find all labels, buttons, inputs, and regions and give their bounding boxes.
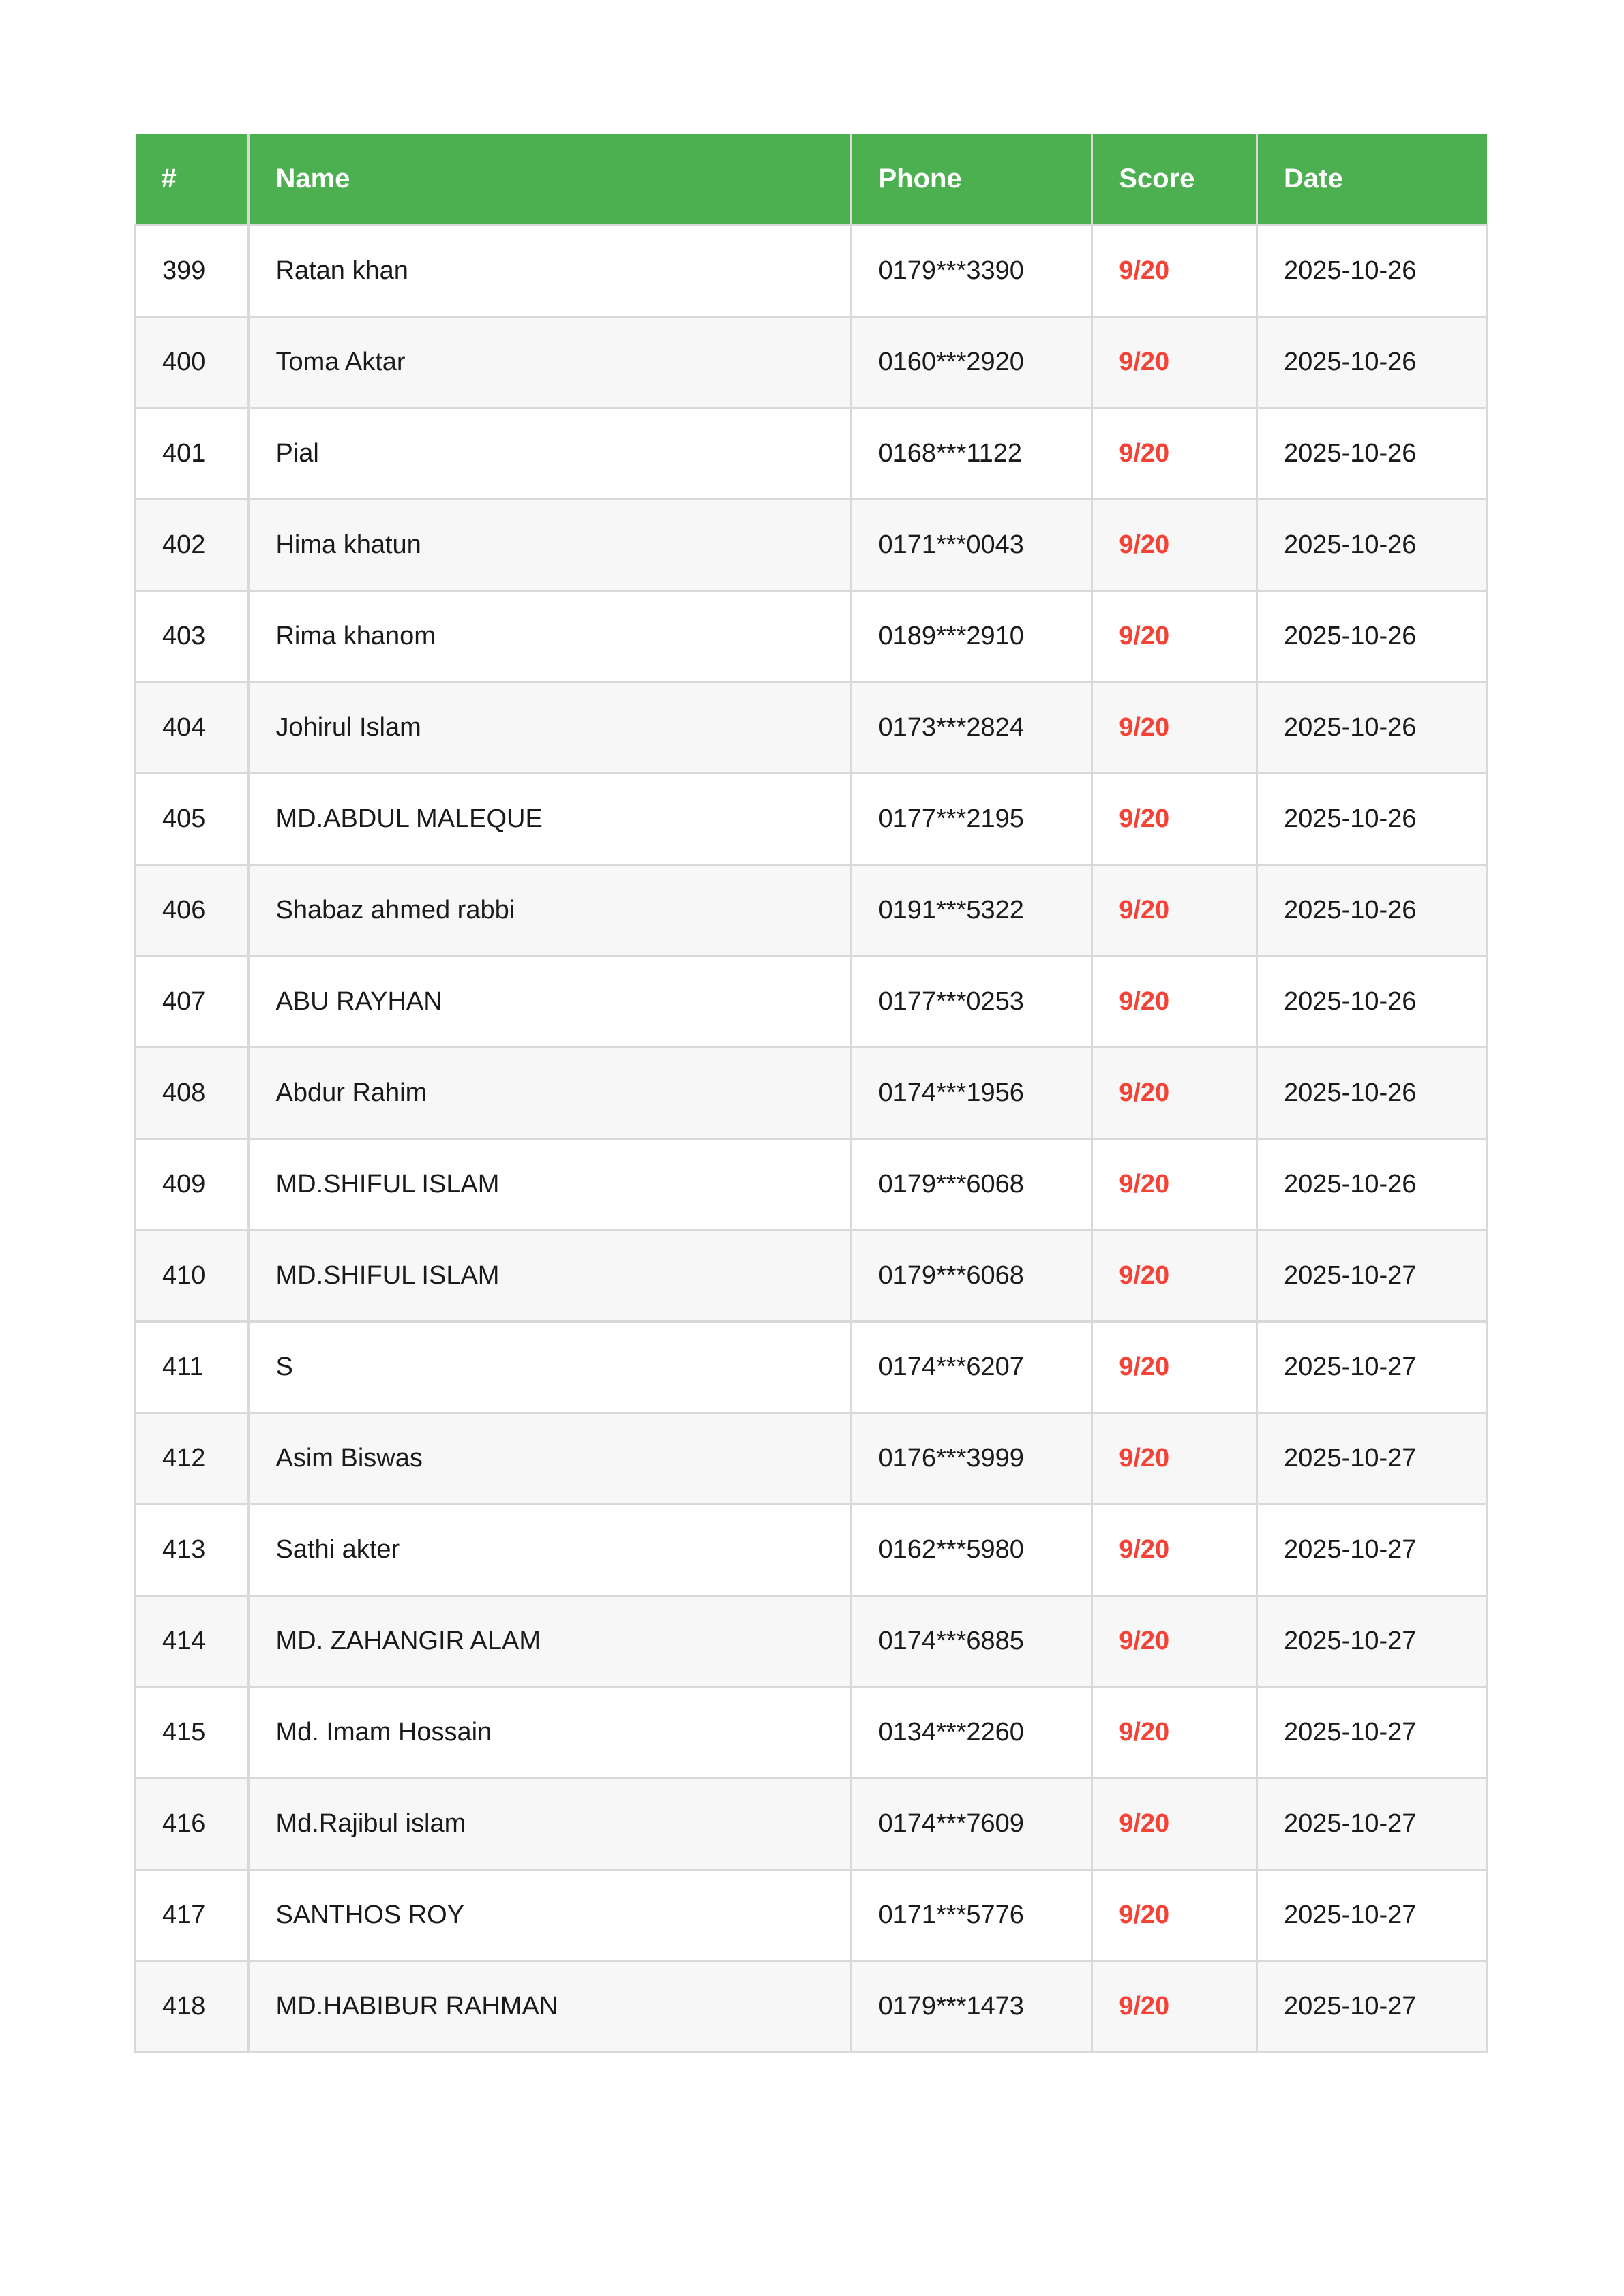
phone-cell: 0171***0043 [852,499,1092,590]
name-cell: Shabaz ahmed rabbi [249,864,852,956]
date-cell: 2025-10-26 [1257,864,1487,956]
row-number-cell: 415 [136,1687,249,1778]
score-cell: 9/20 [1092,956,1257,1047]
table-row [136,1869,1487,1961]
name-cell: MD.SHIFUL ISLAM [249,1138,852,1230]
row-number-cell: 402 [136,499,249,590]
name-cell: Ratan khan [249,225,852,316]
name-cell: Abdur Rahim [249,1047,852,1138]
table-row [136,1504,1487,1595]
date-cell: 2025-10-26 [1257,682,1487,773]
phone-cell: 0162***5980 [852,1504,1092,1595]
score-cell: 9/20 [1092,773,1257,864]
name-cell: ABU RAYHAN [249,956,852,1047]
date-cell: 2025-10-27 [1257,1321,1487,1413]
date-cell: 2025-10-26 [1257,773,1487,864]
score-cell: 9/20 [1092,1138,1257,1230]
date-cell: 2025-10-26 [1257,590,1487,682]
row-number-cell: 404 [136,682,249,773]
name-cell: MD.SHIFUL ISLAM [249,1230,852,1321]
date-cell: 2025-10-27 [1257,1869,1487,1961]
phone-cell: 0174***1956 [852,1047,1092,1138]
table-row [136,1961,1487,2052]
row-number-cell: 405 [136,773,249,864]
row-number-cell: 418 [136,1961,249,2052]
row-number-cell: 403 [136,590,249,682]
header-number: # [136,134,249,225]
phone-cell: 0174***7609 [852,1778,1092,1869]
name-cell: MD.HABIBUR RAHMAN [249,1961,852,2052]
name-cell: Sathi akter [249,1504,852,1595]
table-row [136,499,1487,590]
phone-cell: 0160***2920 [852,316,1092,408]
table-row [136,1321,1487,1413]
table-row [136,956,1487,1047]
score-cell: 9/20 [1092,316,1257,408]
table-row [136,773,1487,864]
row-number-cell: 407 [136,956,249,1047]
results-table-container [134,134,1488,2053]
score-cell: 9/20 [1092,1230,1257,1321]
row-number-cell: 406 [136,864,249,956]
date-cell: 2025-10-27 [1257,1595,1487,1687]
name-cell: Md.Rajibul islam [249,1778,852,1869]
phone-cell: 0173***2824 [852,682,1092,773]
date-cell: 2025-10-27 [1257,1778,1487,1869]
table-row [136,1138,1487,1230]
phone-cell: 0168***1122 [852,408,1092,499]
table-row [136,1230,1487,1321]
name-cell: Rima khanom [249,590,852,682]
score-cell: 9/20 [1092,864,1257,956]
row-number-cell: 410 [136,1230,249,1321]
table-row [136,1047,1487,1138]
row-number-cell: 412 [136,1413,249,1504]
name-cell: Md. Imam Hossain [249,1687,852,1778]
name-cell: S [249,1321,852,1413]
row-number-cell: 413 [136,1504,249,1595]
phone-cell: 0189***2910 [852,590,1092,682]
score-cell: 9/20 [1092,499,1257,590]
phone-cell: 0174***6207 [852,1321,1092,1413]
score-cell: 9/20 [1092,1687,1257,1778]
table-row [136,590,1487,682]
score-cell: 9/20 [1092,1778,1257,1869]
table-row [136,316,1487,408]
header-date: Date [1257,134,1487,225]
score-cell: 9/20 [1092,408,1257,499]
table-row [136,682,1487,773]
phone-cell: 0179***3390 [852,225,1092,316]
name-cell: MD. ZAHANGIR ALAM [249,1595,852,1687]
header-phone: Phone [852,134,1092,225]
score-cell: 9/20 [1092,1504,1257,1595]
results-table [134,134,1488,2053]
name-cell: Pial [249,408,852,499]
phone-cell: 0134***2260 [852,1687,1092,1778]
score-cell: 9/20 [1092,1961,1257,2052]
header-score: Score [1092,134,1257,225]
row-number-cell: 417 [136,1869,249,1961]
phone-cell: 0176***3999 [852,1413,1092,1504]
score-cell: 9/20 [1092,1413,1257,1504]
phone-cell: 0191***5322 [852,864,1092,956]
row-number-cell: 400 [136,316,249,408]
name-cell: SANTHOS ROY [249,1869,852,1961]
row-number-cell: 414 [136,1595,249,1687]
score-cell: 9/20 [1092,590,1257,682]
score-cell: 9/20 [1092,1047,1257,1138]
date-cell: 2025-10-26 [1257,225,1487,316]
row-number-cell: 409 [136,1138,249,1230]
name-cell: MD.ABDUL MALEQUE [249,773,852,864]
header-name: Name [249,134,852,225]
name-cell: Toma Aktar [249,316,852,408]
score-cell: 9/20 [1092,682,1257,773]
row-number-cell: 401 [136,408,249,499]
date-cell: 2025-10-26 [1257,1047,1487,1138]
score-cell: 9/20 [1092,225,1257,316]
phone-cell: 0171***5776 [852,1869,1092,1961]
date-cell: 2025-10-26 [1257,316,1487,408]
score-cell: 9/20 [1092,1869,1257,1961]
name-cell: Asim Biswas [249,1413,852,1504]
table-row [136,1778,1487,1869]
phone-cell: 0179***6068 [852,1138,1092,1230]
phone-cell: 0177***0253 [852,956,1092,1047]
table-row [136,1413,1487,1504]
date-cell: 2025-10-27 [1257,1413,1487,1504]
date-cell: 2025-10-26 [1257,956,1487,1047]
table-row [136,1595,1487,1687]
date-cell: 2025-10-26 [1257,1138,1487,1230]
row-number-cell: 408 [136,1047,249,1138]
table-body [136,225,1487,2052]
date-cell: 2025-10-26 [1257,499,1487,590]
date-cell: 2025-10-26 [1257,408,1487,499]
date-cell: 2025-10-27 [1257,1230,1487,1321]
table-row [136,408,1487,499]
row-number-cell: 411 [136,1321,249,1413]
table-row [136,225,1487,316]
name-cell: Johirul Islam [249,682,852,773]
phone-cell: 0179***6068 [852,1230,1092,1321]
table-row [136,1687,1487,1778]
name-cell: Hima khatun [249,499,852,590]
phone-cell: 0179***1473 [852,1961,1092,2052]
table-row [136,864,1487,956]
row-number-cell: 416 [136,1778,249,1869]
row-number-cell: 399 [136,225,249,316]
date-cell: 2025-10-27 [1257,1687,1487,1778]
score-cell: 9/20 [1092,1595,1257,1687]
table-header-row [136,134,1487,225]
phone-cell: 0177***2195 [852,773,1092,864]
phone-cell: 0174***6885 [852,1595,1092,1687]
date-cell: 2025-10-27 [1257,1961,1487,2052]
score-cell: 9/20 [1092,1321,1257,1413]
date-cell: 2025-10-27 [1257,1504,1487,1595]
